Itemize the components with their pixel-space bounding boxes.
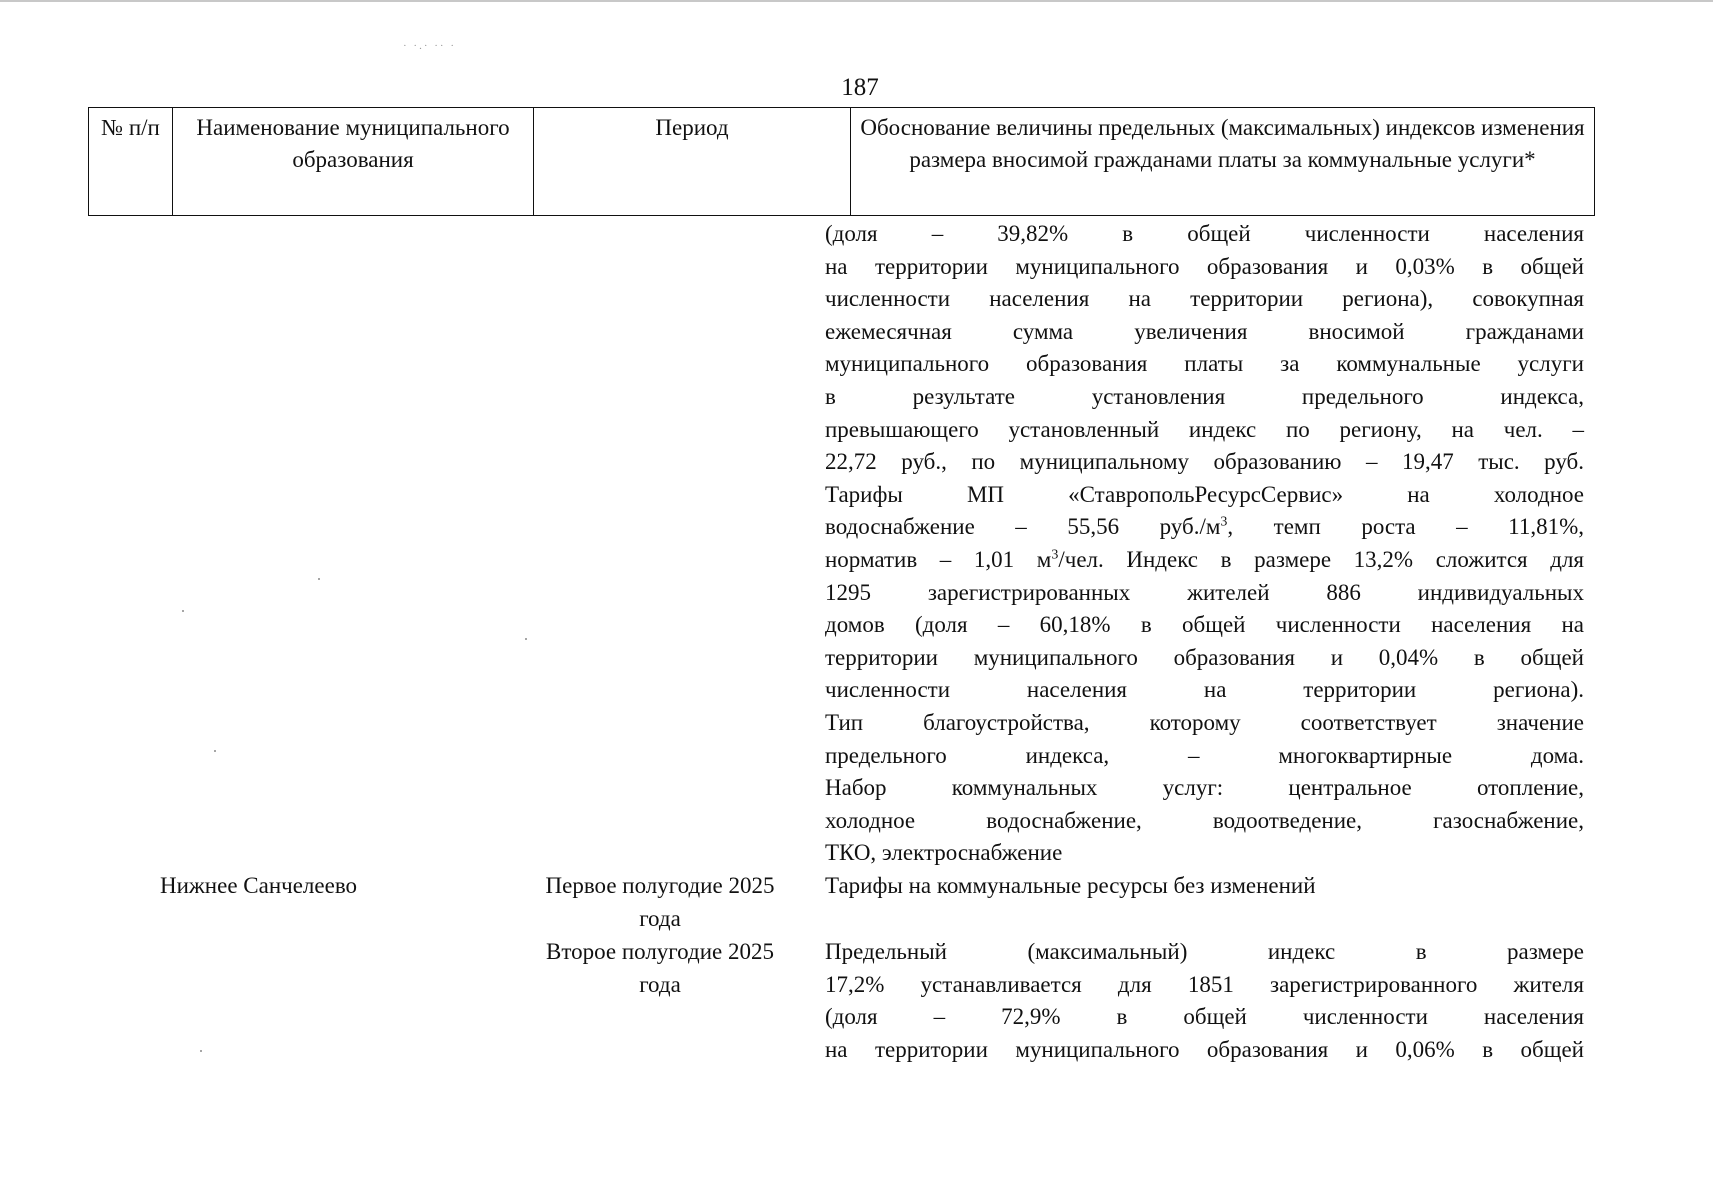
text-line: домов (доля – 60,18% в общей численности населения на bbox=[825, 612, 1584, 638]
text-line: холодное водоснабжение, водоотведение, газоснабжение, bbox=[825, 807, 1584, 833]
text-fragment: /чел. Индекс в размере 13,2% сложится для bbox=[1058, 546, 1585, 572]
basis-first-half: Тарифы на коммунальные ресурсы без изменений bbox=[825, 873, 1316, 898]
text-line: Тарифы МП «СтавропольРесурсСервис» на холодное bbox=[825, 481, 1584, 507]
text-fragment: норматив – 1,01 м bbox=[825, 546, 1052, 572]
scan-speck bbox=[214, 750, 216, 752]
text-line: (доля – 39,82% в общей численности населения bbox=[825, 221, 1584, 246]
scan-speck bbox=[182, 610, 184, 612]
scan-speck bbox=[318, 578, 320, 580]
period-first-half: Первое полугодие 2025 года bbox=[545, 873, 775, 931]
page-number: 187 bbox=[841, 74, 879, 101]
text-line-with-sup bbox=[825, 511, 1584, 544]
text-line: ежемесячная сумма увеличения вносимой гражданами bbox=[825, 318, 1584, 344]
superscript: 3 bbox=[1051, 547, 1059, 563]
text-line: на территории муниципального образования и 0,03% в общей bbox=[825, 253, 1584, 279]
text-line: Тип благоустройства, которому соответствует значение bbox=[825, 709, 1584, 735]
text-line: численности населения на территории региона). bbox=[825, 677, 1584, 703]
header-col-name: Наименование муниципального образования bbox=[173, 108, 534, 216]
header-col-basis: Обоснование величины предельных (максимальных) индексов изменения размера вносимой гражданами платы за коммунальные услуги* bbox=[851, 108, 1595, 216]
text-line-with-sup bbox=[825, 544, 1584, 577]
period-second-half: Второе полугодие 2025 года bbox=[546, 939, 774, 997]
continued-basis-text bbox=[825, 218, 1584, 870]
scan-marks: · ·.· ·· · bbox=[403, 40, 456, 52]
text-line: ТКО, электроснабжение bbox=[825, 840, 1063, 866]
text-line: Предельный (максимальный) индекс в размере bbox=[825, 939, 1584, 964]
text-line: 22,72 руб., по муниципальному образованию – 19,47 тыс. руб. bbox=[825, 449, 1584, 475]
text-line: муниципального образования платы за коммунальные услуги bbox=[825, 351, 1584, 377]
text-line: Набор коммунальных услуг: центральное отопление, bbox=[825, 775, 1584, 801]
text-line: численности населения на территории региона), совокупная bbox=[825, 286, 1584, 312]
text-fragment: водоснабжение – 55,56 руб./м bbox=[825, 514, 1221, 540]
basis-second-half bbox=[825, 936, 1584, 1066]
municipality-name: Нижнее Санчелеево bbox=[160, 873, 358, 898]
scan-speck bbox=[525, 638, 527, 640]
superscript: 3 bbox=[1220, 514, 1228, 530]
text-line: в результате установления предельного индекса, bbox=[825, 383, 1584, 409]
text-line: территории муниципального образования и 0,04% в общей bbox=[825, 644, 1584, 670]
text-line: 17,2% устанавливается для 1851 зарегистрированного жителя bbox=[825, 971, 1584, 997]
text-line: на территории муниципального образования и 0,06% в общей bbox=[825, 1036, 1584, 1062]
top-scan-rule bbox=[0, 0, 1713, 2]
text-line: предельного индекса, – многоквартирные дома. bbox=[825, 742, 1584, 768]
header-col-number: № п/п bbox=[89, 108, 173, 216]
text-fragment: , темп роста – 11,81%, bbox=[1227, 514, 1584, 540]
text-line: превышающего установленный индекс по региону, на чел. – bbox=[825, 416, 1584, 442]
text-line: (доля – 72,9% в общей численности населения bbox=[825, 1004, 1584, 1030]
text-line: 1295 зарегистрированных жителей 886 индивидуальных bbox=[825, 579, 1584, 605]
table-header bbox=[88, 107, 1595, 216]
scan-speck bbox=[200, 1050, 202, 1052]
header-col-period: Период bbox=[534, 108, 851, 216]
